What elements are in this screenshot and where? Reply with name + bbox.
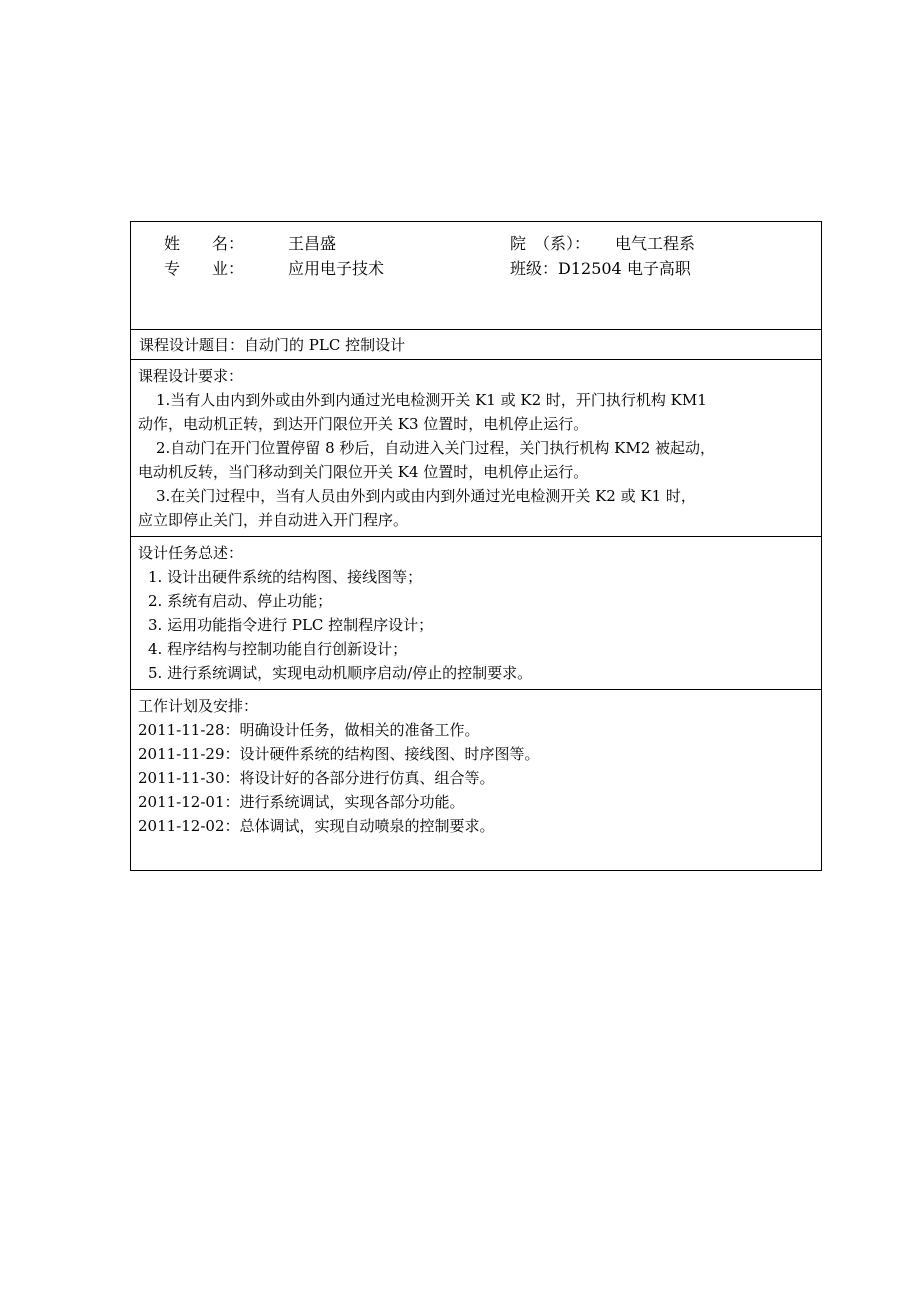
topic-label: 课程设计题目： [139,336,245,354]
plan-heading: 工作计划及安排： [138,697,259,715]
requirement-line: 2.自动门在开门位置停留 8 秒后，自动进入关门过程，关门执行机构 KM2 被起动， [156,439,716,457]
topic-value: 自动门的 PLC 控制设计 [244,336,406,354]
plan-row [131,690,821,870]
requirement-line: 电动机反转，当门移动到关门限位开关 K4 位置时，电机停止运行。 [138,463,589,481]
dept-value: 电气工程系 [615,234,696,253]
requirements-row [131,360,821,537]
dept-label: 院 （系）： [510,234,591,253]
class-value: D12504 电子高职 [558,259,691,278]
plan-item: 2011-12-02：总体调试，实现自动喷泉的控制要求。 [138,817,495,835]
task-item: 2. 系统有启动、停止功能； [148,592,333,610]
requirement-line: 动作，电动机正转，到达开门限位开关 K3 位置时，电机停止运行。 [138,415,589,433]
plan-item: 2011-12-01：进行系统调试，实现各部分功能。 [138,793,465,811]
plan-item: 2011-11-29：设计硬件系统的结构图、接线图、时序图等。 [138,745,540,763]
requirement-line: 3.在关门过程中，当有人员由外到内或由内到外通过光电检测开关 K2 或 K1 时， [156,487,696,505]
requirement-line: 应立即停止关门，并自动进入开门程序。 [138,511,409,529]
topic-row [131,330,821,360]
plan-item: 2011-11-28：明确设计任务，做相关的准备工作。 [138,721,480,739]
tasks-row [131,537,821,690]
major-value: 应用电子技术 [288,259,385,278]
task-item: 5. 进行系统调试，实现电动机顺序启动/停止的控制要求。 [148,664,533,682]
task-item: 1. 设计出硬件系统的结构图、接线图等； [148,568,423,586]
class-label: 班级： [510,259,559,278]
tasks-heading: 设计任务总述： [138,544,244,562]
task-sheet-table [130,221,822,871]
name-label: 姓 名： [164,234,245,253]
requirements-heading: 课程设计要求： [138,367,244,385]
requirement-line: 1.当有人由内到外或由外到内通过光电检测开关 K1 或 K2 时，开门执行机构 KM1 [156,391,707,409]
name-value: 王昌盛 [288,234,337,253]
plan-item: 2011-11-30：将设计好的各部分进行仿真、组合等。 [138,769,495,787]
task-item: 3. 运用功能指令进行 PLC 控制程序设计； [148,616,434,634]
student-info-row [131,222,821,330]
task-item: 4. 程序结构与控制功能自行创新设计； [148,640,408,658]
major-label: 专 业： [164,259,245,278]
